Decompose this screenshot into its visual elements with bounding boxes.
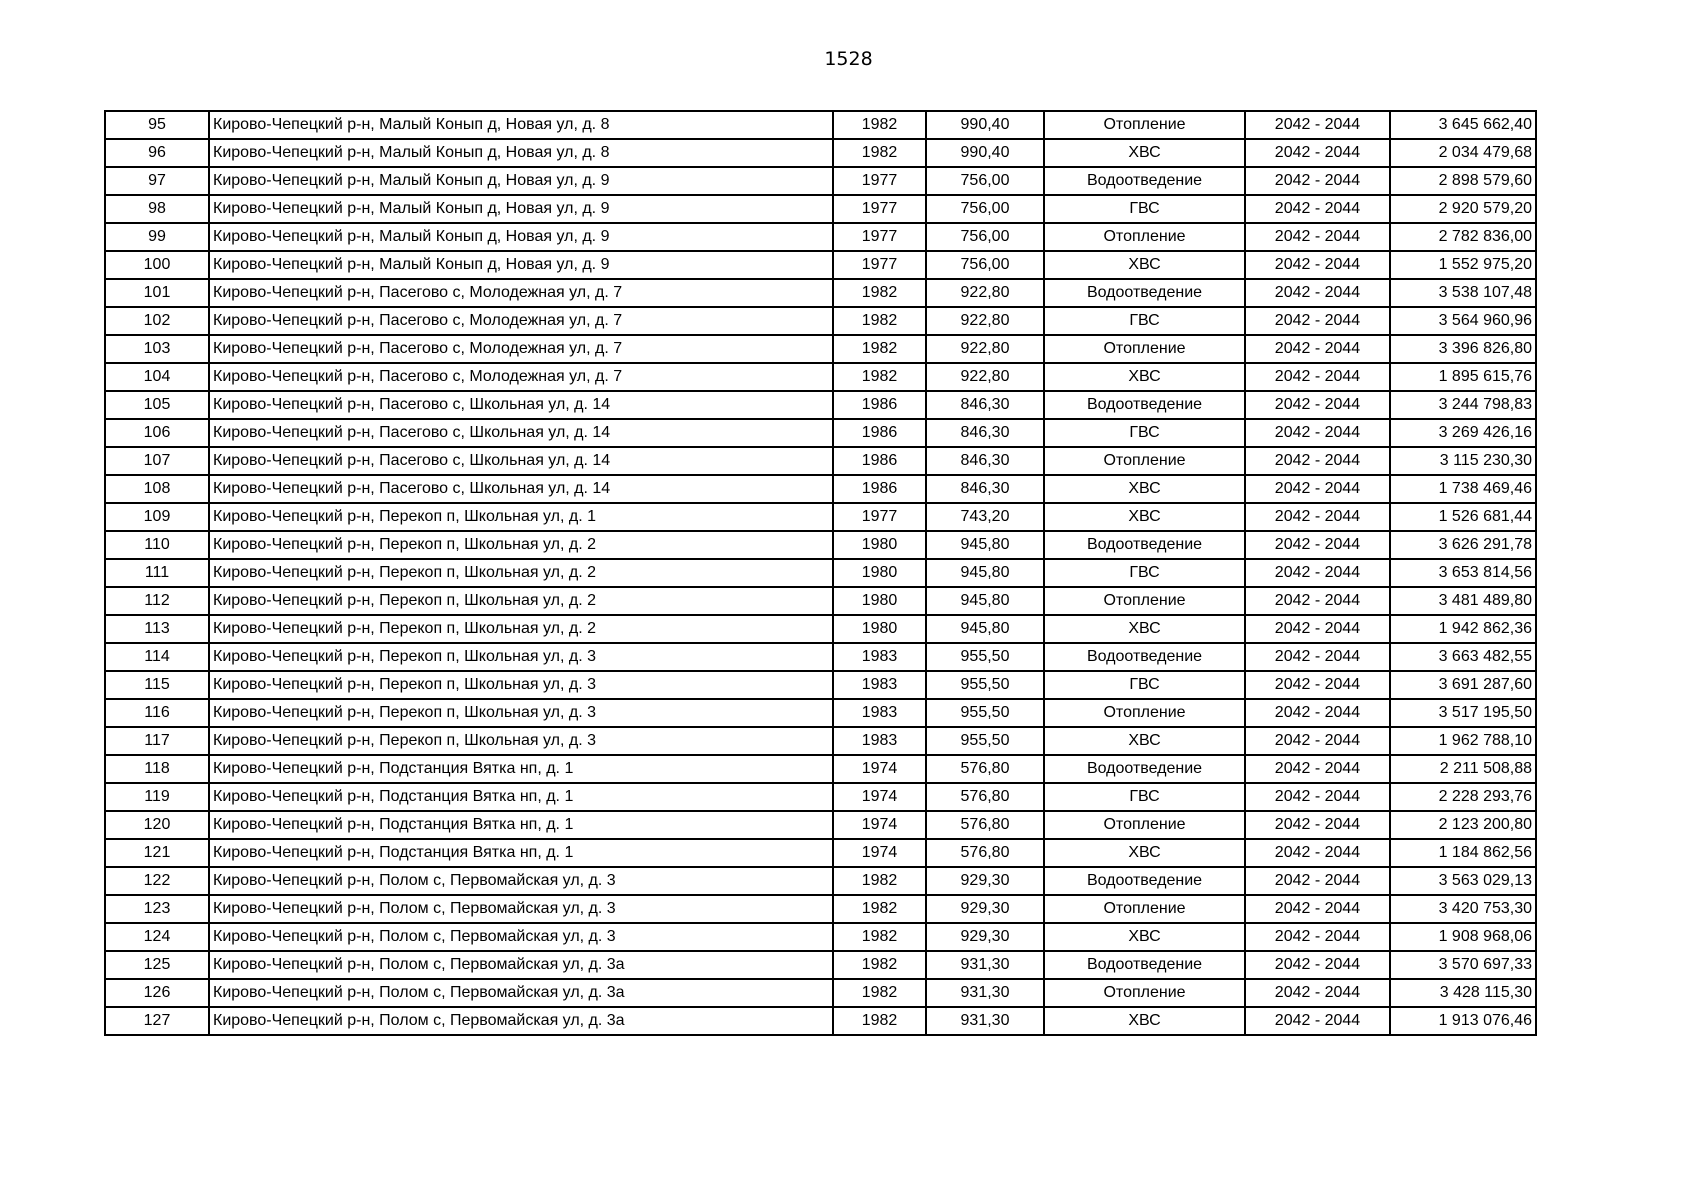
table-row [105,363,1536,391]
year-cell: 1974 [833,811,926,839]
row-number-cell: 121 [105,839,209,867]
row-number-cell: 104 [105,363,209,391]
period-cell: 2042 - 2044 [1245,503,1390,531]
service-cell: ХВС [1044,923,1245,951]
year-cell: 1986 [833,475,926,503]
cost-cell: 3 420 753,30 [1390,895,1536,923]
table-row [105,839,1536,867]
period-cell: 2042 - 2044 [1245,951,1390,979]
cost-cell: 3 481 489,80 [1390,587,1536,615]
row-number-cell: 112 [105,587,209,615]
table-row [105,475,1536,503]
cost-cell: 2 898 579,60 [1390,167,1536,195]
cost-cell: 3 115 230,30 [1390,447,1536,475]
cost-cell: 3 570 697,33 [1390,951,1536,979]
table-row [105,727,1536,755]
area-cell: 945,80 [926,615,1044,643]
service-cell: ГВС [1044,307,1245,335]
period-cell: 2042 - 2044 [1245,475,1390,503]
table-row [105,335,1536,363]
table-row [105,979,1536,1007]
period-cell: 2042 - 2044 [1245,251,1390,279]
service-cell: ХВС [1044,1007,1245,1035]
row-number-cell: 127 [105,1007,209,1035]
period-cell: 2042 - 2044 [1245,531,1390,559]
cost-cell: 2 123 200,80 [1390,811,1536,839]
area-cell: 945,80 [926,587,1044,615]
table-row [105,587,1536,615]
row-number-cell: 101 [105,279,209,307]
period-cell: 2042 - 2044 [1245,615,1390,643]
address-cell: Кирово-Чепецкий р-н, Подстанция Вятка нп, д. 1 [209,783,833,811]
cost-cell: 3 691 287,60 [1390,671,1536,699]
year-cell: 1983 [833,699,926,727]
cost-cell: 2 034 479,68 [1390,139,1536,167]
row-number-cell: 105 [105,391,209,419]
period-cell: 2042 - 2044 [1245,979,1390,1007]
service-cell: Отопление [1044,587,1245,615]
cost-cell: 3 428 115,30 [1390,979,1536,1007]
service-cell: Отопление [1044,979,1245,1007]
service-cell: ГВС [1044,419,1245,447]
year-cell: 1982 [833,867,926,895]
table-row [105,111,1536,139]
address-cell: Кирово-Чепецкий р-н, Подстанция Вятка нп, д. 1 [209,811,833,839]
cost-cell: 3 626 291,78 [1390,531,1536,559]
service-cell: Водоотведение [1044,531,1245,559]
cost-cell: 3 244 798,83 [1390,391,1536,419]
row-number-cell: 103 [105,335,209,363]
address-cell: Кирово-Чепецкий р-н, Перекоп п, Школьная ул, д. 3 [209,699,833,727]
area-cell: 929,30 [926,923,1044,951]
table-row [105,279,1536,307]
area-cell: 929,30 [926,867,1044,895]
address-cell: Кирово-Чепецкий р-н, Полом с, Первомайская ул, д. 3а [209,979,833,1007]
address-cell: Кирово-Чепецкий р-н, Полом с, Первомайская ул, д. 3 [209,895,833,923]
area-cell: 576,80 [926,839,1044,867]
service-cell: Отопление [1044,447,1245,475]
table-row [105,615,1536,643]
year-cell: 1982 [833,895,926,923]
area-cell: 990,40 [926,139,1044,167]
year-cell: 1982 [833,279,926,307]
year-cell: 1986 [833,447,926,475]
area-cell: 576,80 [926,783,1044,811]
area-cell: 756,00 [926,251,1044,279]
row-number-cell: 122 [105,867,209,895]
table-row [105,699,1536,727]
service-cell: Водоотведение [1044,279,1245,307]
row-number-cell: 102 [105,307,209,335]
address-cell: Кирово-Чепецкий р-н, Перекоп п, Школьная ул, д. 2 [209,559,833,587]
period-cell: 2042 - 2044 [1245,307,1390,335]
table-row [105,755,1536,783]
row-number-cell: 115 [105,671,209,699]
area-cell: 990,40 [926,111,1044,139]
year-cell: 1982 [833,951,926,979]
area-cell: 756,00 [926,195,1044,223]
service-cell: Отопление [1044,811,1245,839]
period-cell: 2042 - 2044 [1245,839,1390,867]
registry-body [105,111,1536,1035]
cost-cell: 3 563 029,13 [1390,867,1536,895]
row-number-cell: 111 [105,559,209,587]
year-cell: 1986 [833,419,926,447]
area-cell: 931,30 [926,951,1044,979]
period-cell: 2042 - 2044 [1245,363,1390,391]
cost-cell: 1 962 788,10 [1390,727,1536,755]
service-cell: ГВС [1044,195,1245,223]
area-cell: 945,80 [926,559,1044,587]
year-cell: 1983 [833,643,926,671]
year-cell: 1977 [833,167,926,195]
service-cell: ГВС [1044,783,1245,811]
table-row [105,223,1536,251]
area-cell: 922,80 [926,335,1044,363]
cost-cell: 1 942 862,36 [1390,615,1536,643]
row-number-cell: 124 [105,923,209,951]
year-cell: 1977 [833,503,926,531]
year-cell: 1974 [833,839,926,867]
period-cell: 2042 - 2044 [1245,447,1390,475]
service-cell: ХВС [1044,839,1245,867]
address-cell: Кирово-Чепецкий р-н, Полом с, Первомайская ул, д. 3а [209,1007,833,1035]
area-cell: 576,80 [926,811,1044,839]
service-cell: Водоотведение [1044,643,1245,671]
cost-cell: 2 920 579,20 [1390,195,1536,223]
area-cell: 955,50 [926,727,1044,755]
year-cell: 1980 [833,531,926,559]
period-cell: 2042 - 2044 [1245,923,1390,951]
table-row [105,391,1536,419]
year-cell: 1982 [833,1007,926,1035]
year-cell: 1980 [833,587,926,615]
area-cell: 922,80 [926,279,1044,307]
area-cell: 846,30 [926,391,1044,419]
area-cell: 955,50 [926,643,1044,671]
area-cell: 756,00 [926,167,1044,195]
area-cell: 576,80 [926,755,1044,783]
period-cell: 2042 - 2044 [1245,139,1390,167]
row-number-cell: 120 [105,811,209,839]
service-cell: ГВС [1044,559,1245,587]
address-cell: Кирово-Чепецкий р-н, Малый Конып д, Новая ул, д. 9 [209,251,833,279]
table-row [105,895,1536,923]
service-cell: Водоотведение [1044,951,1245,979]
table-row [105,139,1536,167]
row-number-cell: 96 [105,139,209,167]
row-number-cell: 123 [105,895,209,923]
table-row [105,1007,1536,1035]
cost-cell: 2 782 836,00 [1390,223,1536,251]
table-row [105,447,1536,475]
address-cell: Кирово-Чепецкий р-н, Перекоп п, Школьная ул, д. 3 [209,671,833,699]
table-row [105,643,1536,671]
area-cell: 756,00 [926,223,1044,251]
cost-cell: 3 564 960,96 [1390,307,1536,335]
cost-cell: 2 211 508,88 [1390,755,1536,783]
page-number: 1528 [824,48,873,70]
cost-cell: 1 184 862,56 [1390,839,1536,867]
address-cell: Кирово-Чепецкий р-н, Пасегово с, Школьная ул, д. 14 [209,391,833,419]
row-number-cell: 95 [105,111,209,139]
period-cell: 2042 - 2044 [1245,811,1390,839]
service-cell: Водоотведение [1044,391,1245,419]
year-cell: 1974 [833,755,926,783]
year-cell: 1982 [833,307,926,335]
year-cell: 1983 [833,727,926,755]
cost-cell: 3 645 662,40 [1390,111,1536,139]
row-number-cell: 109 [105,503,209,531]
address-cell: Кирово-Чепецкий р-н, Малый Конып д, Новая ул, д. 8 [209,111,833,139]
area-cell: 955,50 [926,671,1044,699]
period-cell: 2042 - 2044 [1245,111,1390,139]
year-cell: 1977 [833,195,926,223]
service-cell: Отопление [1044,335,1245,363]
table-row [105,251,1536,279]
period-cell: 2042 - 2044 [1245,279,1390,307]
period-cell: 2042 - 2044 [1245,587,1390,615]
service-cell: ХВС [1044,251,1245,279]
year-cell: 1986 [833,391,926,419]
service-cell: Водоотведение [1044,167,1245,195]
year-cell: 1982 [833,979,926,1007]
row-number-cell: 98 [105,195,209,223]
cost-cell: 1 913 076,46 [1390,1007,1536,1035]
table-row [105,951,1536,979]
cost-cell: 3 517 195,50 [1390,699,1536,727]
cost-cell: 1 908 968,06 [1390,923,1536,951]
period-cell: 2042 - 2044 [1245,671,1390,699]
table-row [105,419,1536,447]
cost-cell: 3 663 482,55 [1390,643,1536,671]
row-number-cell: 125 [105,951,209,979]
year-cell: 1980 [833,615,926,643]
area-cell: 931,30 [926,979,1044,1007]
service-cell: Водоотведение [1044,867,1245,895]
service-cell: Водоотведение [1044,755,1245,783]
period-cell: 2042 - 2044 [1245,391,1390,419]
period-cell: 2042 - 2044 [1245,559,1390,587]
row-number-cell: 126 [105,979,209,1007]
period-cell: 2042 - 2044 [1245,223,1390,251]
period-cell: 2042 - 2044 [1245,167,1390,195]
period-cell: 2042 - 2044 [1245,727,1390,755]
row-number-cell: 107 [105,447,209,475]
year-cell: 1980 [833,559,926,587]
area-cell: 945,80 [926,531,1044,559]
year-cell: 1983 [833,671,926,699]
cost-cell: 3 396 826,80 [1390,335,1536,363]
table-row [105,531,1536,559]
period-cell: 2042 - 2044 [1245,195,1390,223]
table-row [105,783,1536,811]
table-row [105,503,1536,531]
period-cell: 2042 - 2044 [1245,699,1390,727]
row-number-cell: 119 [105,783,209,811]
address-cell: Кирово-Чепецкий р-н, Пасегово с, Молодежная ул, д. 7 [209,307,833,335]
period-cell: 2042 - 2044 [1245,783,1390,811]
address-cell: Кирово-Чепецкий р-н, Малый Конып д, Новая ул, д. 9 [209,223,833,251]
service-cell: Отопление [1044,699,1245,727]
period-cell: 2042 - 2044 [1245,643,1390,671]
area-cell: 931,30 [926,1007,1044,1035]
period-cell: 2042 - 2044 [1245,867,1390,895]
cost-cell: 3 269 426,16 [1390,419,1536,447]
period-cell: 2042 - 2044 [1245,335,1390,363]
cost-cell: 3 653 814,56 [1390,559,1536,587]
address-cell: Кирово-Чепецкий р-н, Пасегово с, Школьная ул, д. 14 [209,419,833,447]
service-cell: ХВС [1044,727,1245,755]
table-row [105,811,1536,839]
address-cell: Кирово-Чепецкий р-н, Пасегово с, Молодежная ул, д. 7 [209,335,833,363]
address-cell: Кирово-Чепецкий р-н, Перекоп п, Школьная ул, д. 2 [209,587,833,615]
year-cell: 1982 [833,363,926,391]
year-cell: 1982 [833,111,926,139]
area-cell: 846,30 [926,447,1044,475]
address-cell: Кирово-Чепецкий р-н, Перекоп п, Школьная ул, д. 3 [209,643,833,671]
address-cell: Кирово-Чепецкий р-н, Пасегово с, Молодежная ул, д. 7 [209,279,833,307]
service-cell: ХВС [1044,139,1245,167]
address-cell: Кирово-Чепецкий р-н, Перекоп п, Школьная ул, д. 2 [209,615,833,643]
row-number-cell: 114 [105,643,209,671]
address-cell: Кирово-Чепецкий р-н, Малый Конып д, Новая ул, д. 8 [209,139,833,167]
row-number-cell: 110 [105,531,209,559]
area-cell: 922,80 [926,363,1044,391]
cost-cell: 1 738 469,46 [1390,475,1536,503]
row-number-cell: 118 [105,755,209,783]
registry-table [104,110,1537,1036]
service-cell: ХВС [1044,615,1245,643]
year-cell: 1982 [833,923,926,951]
row-number-cell: 99 [105,223,209,251]
address-cell: Кирово-Чепецкий р-н, Подстанция Вятка нп, д. 1 [209,839,833,867]
area-cell: 929,30 [926,895,1044,923]
address-cell: Кирово-Чепецкий р-н, Малый Конып д, Новая ул, д. 9 [209,195,833,223]
cost-cell: 2 228 293,76 [1390,783,1536,811]
table-row [105,195,1536,223]
year-cell: 1982 [833,335,926,363]
address-cell: Кирово-Чепецкий р-н, Перекоп п, Школьная ул, д. 2 [209,531,833,559]
table-row [105,867,1536,895]
service-cell: Отопление [1044,223,1245,251]
service-cell: ХВС [1044,363,1245,391]
year-cell: 1977 [833,223,926,251]
period-cell: 2042 - 2044 [1245,895,1390,923]
service-cell: Отопление [1044,895,1245,923]
address-cell: Кирово-Чепецкий р-н, Подстанция Вятка нп, д. 1 [209,755,833,783]
table-row [105,559,1536,587]
address-cell: Кирово-Чепецкий р-н, Пасегово с, Школьная ул, д. 14 [209,475,833,503]
area-cell: 846,30 [926,475,1044,503]
address-cell: Кирово-Чепецкий р-н, Перекоп п, Школьная ул, д. 3 [209,727,833,755]
service-cell: ХВС [1044,475,1245,503]
row-number-cell: 106 [105,419,209,447]
service-cell: Отопление [1044,111,1245,139]
address-cell: Кирово-Чепецкий р-н, Полом с, Первомайская ул, д. 3 [209,867,833,895]
address-cell: Кирово-Чепецкий р-н, Пасегово с, Школьная ул, д. 14 [209,447,833,475]
address-cell: Кирово-Чепецкий р-н, Пасегово с, Молодежная ул, д. 7 [209,363,833,391]
cost-cell: 1 526 681,44 [1390,503,1536,531]
year-cell: 1974 [833,783,926,811]
table-row [105,167,1536,195]
year-cell: 1982 [833,139,926,167]
row-number-cell: 97 [105,167,209,195]
period-cell: 2042 - 2044 [1245,419,1390,447]
cost-cell: 3 538 107,48 [1390,279,1536,307]
period-cell: 2042 - 2044 [1245,1007,1390,1035]
period-cell: 2042 - 2044 [1245,755,1390,783]
service-cell: ГВС [1044,671,1245,699]
cost-cell: 1 552 975,20 [1390,251,1536,279]
area-cell: 955,50 [926,699,1044,727]
year-cell: 1977 [833,251,926,279]
row-number-cell: 116 [105,699,209,727]
cost-cell: 1 895 615,76 [1390,363,1536,391]
table-row [105,671,1536,699]
row-number-cell: 100 [105,251,209,279]
row-number-cell: 108 [105,475,209,503]
address-cell: Кирово-Чепецкий р-н, Перекоп п, Школьная ул, д. 1 [209,503,833,531]
row-number-cell: 113 [105,615,209,643]
address-cell: Кирово-Чепецкий р-н, Полом с, Первомайская ул, д. 3 [209,923,833,951]
address-cell: Кирово-Чепецкий р-н, Малый Конып д, Новая ул, д. 9 [209,167,833,195]
table-row [105,307,1536,335]
address-cell: Кирово-Чепецкий р-н, Полом с, Первомайская ул, д. 3а [209,951,833,979]
area-cell: 846,30 [926,419,1044,447]
table-row [105,923,1536,951]
service-cell: ХВС [1044,503,1245,531]
row-number-cell: 117 [105,727,209,755]
area-cell: 743,20 [926,503,1044,531]
area-cell: 922,80 [926,307,1044,335]
